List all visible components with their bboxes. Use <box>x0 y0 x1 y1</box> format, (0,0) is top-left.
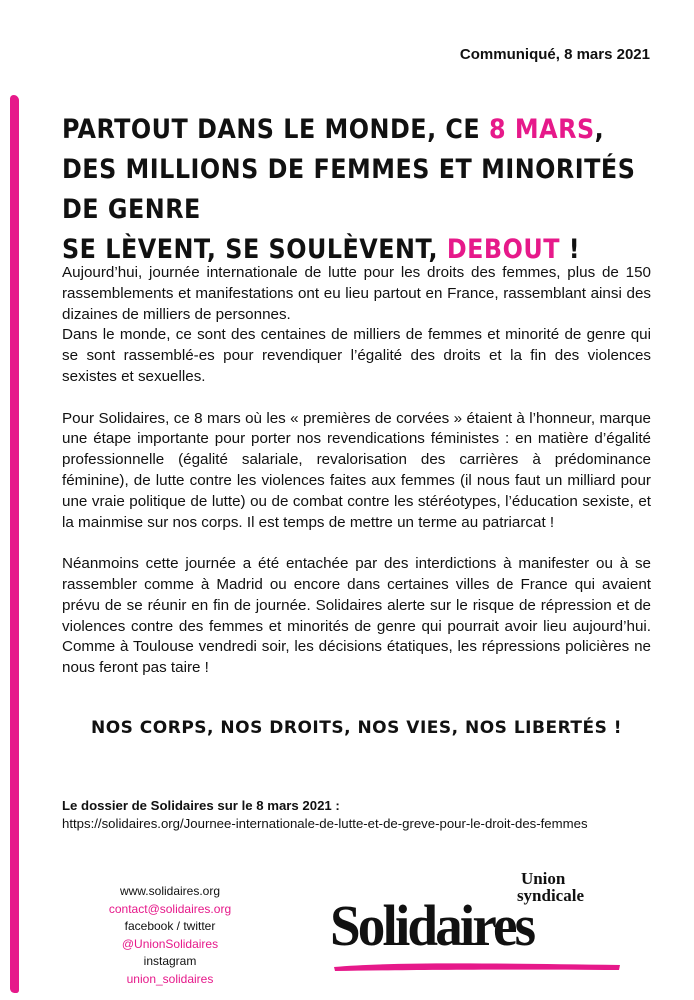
dossier-label: Le dossier de Solidaires sur le 8 mars 2021 : <box>62 798 340 813</box>
paragraph-text: Aujourd’hui, journée internationale de lutte pour les droits des femmes, plus de 150 rassemblements et manifestations ont eu lieu partout en France, rassemblant ainsi des dizaines de milliers de personnes. <box>62 264 651 323</box>
instagram-label: instagram <box>143 954 197 968</box>
paragraph-intro <box>62 263 651 388</box>
contact-block <box>80 883 260 988</box>
logo-union-text: Union <box>520 869 566 888</box>
email-link[interactable]: contact@solidaires.org <box>108 901 232 916</box>
website-link[interactable]: www.solidaires.org <box>119 884 221 898</box>
solidaires-logo <box>326 870 626 978</box>
paragraph-solidaires: Pour Solidaires, ce 8 mars où les « premières de corvées » étaient à l’honneur, marque une étape importante pour porter nos revendications féministes : en matière d’égalité professionnelle (égalité salariale, revalorisation des carrières à prédominance féminine), de lutte contre les violences faites aux femmes (il nous faut un milliard pour une vraie politique de lutte) ou de combat contre les stéréotypes, l’éducation sexiste, et la mainmise sur nos corps. Il est temps de mettre un terme au patriarcat ! <box>62 409 651 531</box>
headline-text: ! <box>559 234 581 265</box>
headline-highlight-date: 8 MARS <box>489 114 595 145</box>
dossier-link[interactable]: https://solidaires.org/Journee-internationale-de-lutte-et-de-greve-pour-le-droit-des-femmes <box>62 816 588 831</box>
communique-date: Communiqué, 8 mars 2021 <box>459 46 650 63</box>
headline-highlight-debout: DEBOUT <box>446 234 560 265</box>
instagram-handle[interactable]: union_solidaires <box>126 971 214 986</box>
paragraph-text: Dans le monde, ce sont des centaines de milliers de femmes et minorité de genre qui se sont rassemblé-es pour revendiquer l’égalité des droits et la fin des violences sexistes et sexuelles. <box>62 326 651 385</box>
paragraph-repression: Néanmoins cette journée a été entachée par des interdictions à manifester ou à se rassembler comme à Madrid ou encore dans certaines villes de France qui avaient prévu de se réunir en fin de journée. Solidaires alerte sur le risque de répression et de violences contre des femmes et minorités de genre qui pourrait avoir lieu aujourd’hui. Comme à Toulouse vendredi soir, les décisions étatiques, les répressions policières ne nous feront pas taire ! <box>62 555 651 677</box>
headline-text: SE LÈVENT, SE SOULÈVENT, <box>62 234 447 265</box>
headline <box>62 110 662 270</box>
headline-line-1 <box>62 110 662 150</box>
logo-wordmark: Solidaires <box>330 893 534 958</box>
headline-line-2: DES MILLIONS DE FEMMES ET MINORITÉS DE GENRE <box>62 154 636 225</box>
slogan: NOS CORPS, NOS DROITS, NOS VIES, NOS LIBERTÉS ! <box>90 718 623 738</box>
twitter-handle[interactable]: @UnionSolidaires <box>121 936 219 951</box>
dossier-section <box>62 797 662 833</box>
logo-syndicale-text: syndicale <box>516 886 584 905</box>
headline-text: , <box>594 114 605 145</box>
body-text <box>62 263 651 700</box>
logo-pink-swoosh <box>332 960 622 972</box>
social-label: facebook / twitter <box>124 919 216 933</box>
decorative-side-bar <box>10 95 19 993</box>
headline-text: PARTOUT DANS LE MONDE, CE <box>62 114 490 145</box>
